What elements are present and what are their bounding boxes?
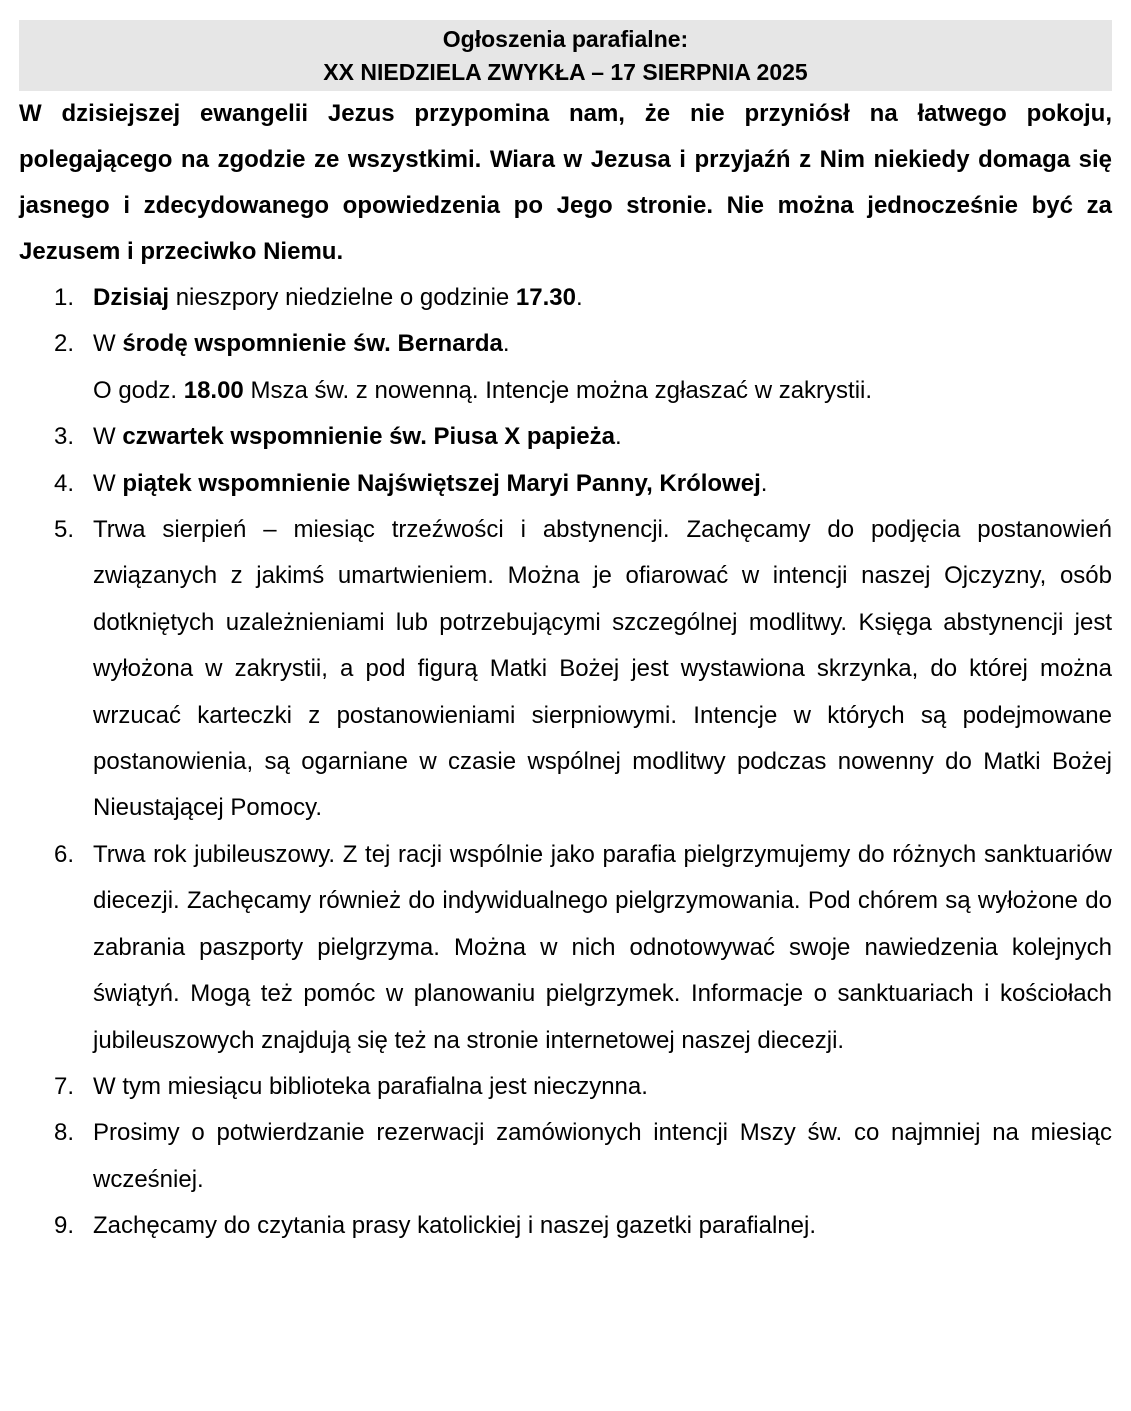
item-number: 5. — [54, 516, 75, 544]
item-number: 1. — [54, 284, 75, 311]
item-text: O godz. — [93, 376, 184, 404]
item-number: 4. — [54, 469, 75, 497]
header-box — [19, 20, 1112, 91]
item-text: . — [575, 284, 583, 311]
list-item — [19, 275, 1112, 321]
list-item — [19, 832, 1112, 1064]
list-item — [19, 414, 1112, 460]
item-text: Prosimy o potwierdzanie rezerwacji zamówionych intencji Mszy św. co najmniej na miesiąc wcześniej. — [93, 1119, 1112, 1193]
announcements-page — [19, 20, 1112, 1250]
item-bold-text: 18.00 — [183, 376, 244, 404]
item-text: Trwa sierpień – miesiąc trzeźwości i abstynencji. Zachęcamy do podjęcia postanowień związanych z jakimś umartwieniem. Można je ofiarować w intencji naszej Ojczyzny, osób dotkniętych uzależnieniami lub potrzebującymi szczególnej modlitwy. Księga abstynencji jest wyłożona w zakrystii, a pod figurą Matki Bożej jest wystawiona skrzynka, do której można wrzucać karteczki z postanowieniami sierpniowymi. Intencje w których są podejmowane postanowienia, są ogarniane w czasie wspólnej modlitwy podczas nowenny do Matki Bożej Nieustającej Pomocy. — [93, 516, 1112, 822]
item-text: nieszpory niedzielne o godzinie — [169, 284, 516, 311]
header-date-title: XX NIEDZIELA ZWYKŁA – 17 SIERPNIA 2025 — [323, 59, 808, 85]
item-number: 9. — [54, 1212, 75, 1240]
item-number: 2. — [54, 330, 75, 358]
header-title: Ogłoszenia parafialne: — [442, 26, 689, 52]
item-text: . — [614, 423, 622, 451]
item-bold-text: Dzisiaj — [93, 284, 170, 311]
item-number: 8. — [54, 1119, 75, 1147]
list-item — [19, 461, 1112, 507]
item-number: 7. — [54, 1072, 75, 1100]
list-item — [19, 1064, 1112, 1110]
item-bold-text: piątek wspomnienie Najświętszej Maryi Panny, Królowej — [122, 469, 761, 497]
item-bold-text: środę wspomnienie św. Bernarda — [122, 330, 503, 358]
item-text: W — [93, 469, 123, 497]
item-number: 6. — [54, 840, 75, 868]
item-text: Msza św. z nowenną. Intencje można zgłaszać w zakrystii. — [243, 376, 873, 404]
item-bold-text: czwartek wspomnienie św. Piusa X papieża — [122, 423, 615, 451]
item-text: W — [93, 330, 123, 358]
item-subline — [93, 368, 1112, 414]
item-text: . — [502, 330, 510, 358]
list-item — [19, 321, 1112, 414]
list-item — [19, 1203, 1112, 1249]
item-text: W tym miesiącu biblioteka parafialna jest nieczynna. — [93, 1072, 648, 1100]
item-number: 3. — [54, 423, 75, 451]
item-bold-text: 17.30 — [515, 284, 576, 311]
item-text: . — [760, 469, 768, 497]
list-item — [19, 507, 1112, 832]
item-text: W — [93, 423, 123, 451]
item-text: Zachęcamy do czytania prasy katolickiej i naszej gazetki parafialnej. — [93, 1212, 817, 1240]
item-text: Trwa rok jubileuszowy. Z tej racji wspólnie jako parafia pielgrzymujemy do różnych sanktuariów diecezji. Zachęcamy również do indywidualnego pielgrzymowania. Pod chórem są wyłożone do zabrania paszporty pielgrzyma. Można w nich odnotowywać swoje nawiedzenia kolejnych świątyń. Mogą też pomóc w planowaniu pielgrzymek. Informacje o sanktuariach i kościołach jubileuszowych znajdują się też na stronie internetowej naszej diecezji. — [93, 840, 1112, 1054]
intro-paragraph: W dzisiejszej ewangelii Jezus przypomina nam, że nie przyniósł na łatwego pokoju, polegającego na zgodzie ze wszystkimi. Wiara w Jezusa i przyjaźń z Nim niekiedy domaga się jasnego i zdecydowanego opowiedzenia po Jego stronie. Nie można jednocześnie być za Jezusem i przeciwko Niemu. — [19, 100, 1112, 265]
announcement-list — [19, 275, 1112, 1250]
list-item — [19, 1110, 1112, 1203]
